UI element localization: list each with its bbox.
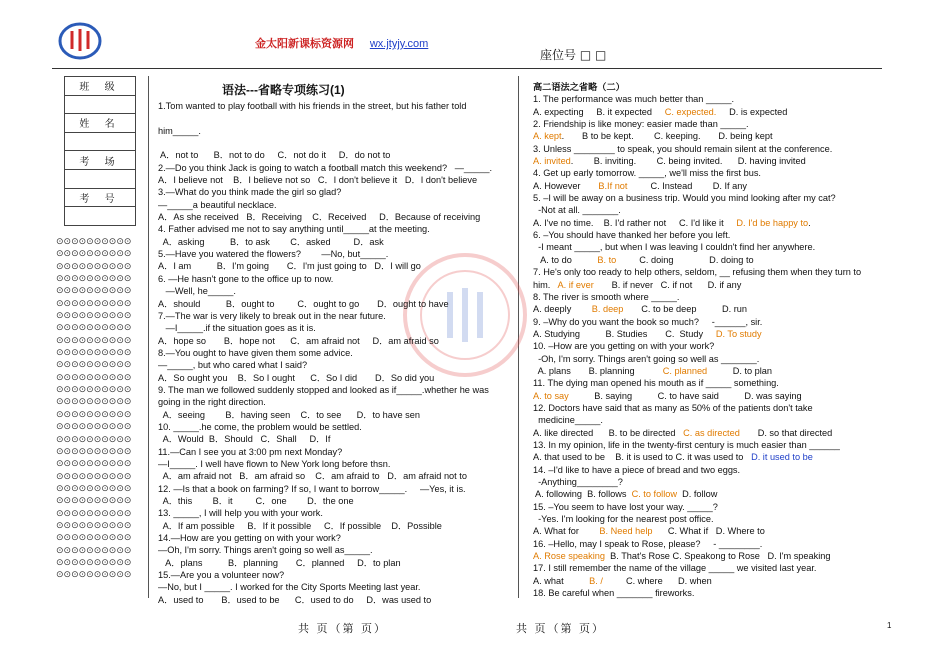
question-text: A．used to B．used to be C．used to do D．was used to xyxy=(158,594,432,605)
question-text: 7. He's only too ready to help others, seldom, __ refusing them when they turn to xyxy=(533,267,862,278)
question-text: 9. –Why do you want the book so much? -______, sir. xyxy=(533,316,763,327)
info-cell-room-value[interactable] xyxy=(65,169,136,188)
question-line xyxy=(533,143,891,155)
question-text: -Anything________? xyxy=(533,477,623,487)
answer-option-highlighted: D. I'd be happy to xyxy=(736,217,809,228)
question-line xyxy=(158,100,512,112)
question-text: 13. In my opinion, life in the twenty-first century is much easier than ______ xyxy=(533,439,840,450)
question-line xyxy=(533,439,891,451)
question-line xyxy=(533,291,891,303)
question-line xyxy=(533,402,891,414)
question-line xyxy=(533,476,891,488)
question-text: . B to be kept. C. keeping. D. being kept xyxy=(561,131,773,142)
question-text: A. what xyxy=(533,575,590,586)
question-line xyxy=(158,260,512,272)
question-line xyxy=(158,470,512,482)
question-line xyxy=(533,488,891,500)
answer-option-highlighted: A. Rose speaking xyxy=(533,551,606,562)
seal-dot-row: ⊙⊙⊙⊙⊙⊙⊙⊙⊙⊙ xyxy=(56,446,132,457)
question-line xyxy=(158,446,512,458)
question-text: C. to be deep D. run xyxy=(623,304,747,315)
question-text: going in the right direction. xyxy=(158,397,266,408)
question-text: C. where D. when xyxy=(602,575,712,586)
question-text: 11.—Can I see you at 3:00 pm next Monday? xyxy=(158,446,343,457)
seal-dot-row: ⊙⊙⊙⊙⊙⊙⊙⊙⊙⊙ xyxy=(56,261,132,272)
seal-dot-row: ⊙⊙⊙⊙⊙⊙⊙⊙⊙⊙ xyxy=(56,323,132,334)
question-line xyxy=(158,310,512,322)
answer-option-highlighted: B. / xyxy=(589,575,603,586)
question-line xyxy=(533,106,891,118)
question-text: —I_____.if the situation goes as it is. xyxy=(158,323,316,334)
info-cell-room-label: 考 场 xyxy=(65,151,136,170)
question-line xyxy=(158,186,512,198)
question-text: A．As she received B．Receiving C．Received D．Because of receiving xyxy=(158,212,481,223)
question-line xyxy=(158,532,512,544)
question-text: A．plans B．planning C．planned D．to plan xyxy=(158,557,401,568)
info-cell-class-value[interactable] xyxy=(65,95,136,114)
question-text: 4. Father advised me not to say anything until_____at the meeting. xyxy=(158,224,430,235)
seal-dot-row: ⊙⊙⊙⊙⊙⊙⊙⊙⊙⊙ xyxy=(56,335,132,346)
question-line xyxy=(533,550,891,562)
question-text: 14. –I'd like to have a piece of bread and two eggs. xyxy=(533,464,741,475)
seal-dot-row: ⊙⊙⊙⊙⊙⊙⊙⊙⊙⊙ xyxy=(56,348,132,359)
jty-logo-icon xyxy=(58,22,102,60)
question-line xyxy=(533,266,891,278)
question-line xyxy=(158,458,512,470)
question-line xyxy=(158,544,512,556)
question-text: A．not to B．not to do C．not do it D．do not to xyxy=(158,150,391,161)
question-line xyxy=(533,192,891,204)
seal-dot-row: ⊙⊙⊙⊙⊙⊙⊙⊙⊙⊙ xyxy=(56,372,132,383)
question-text: 16. –Hello, may I speak to Rose, please? - ________. xyxy=(533,538,763,549)
question-line xyxy=(533,377,891,389)
question-text: 2. Friendship is like money: easier made than _____. xyxy=(533,119,749,130)
question-line xyxy=(533,538,891,550)
question-line xyxy=(158,433,512,445)
question-line xyxy=(158,223,512,235)
question-line xyxy=(158,322,512,334)
question-line xyxy=(158,520,512,532)
question-line xyxy=(158,137,512,149)
question-line xyxy=(533,279,891,291)
question-text: -Not at all. _______. xyxy=(533,205,621,216)
question-text: D. is expected xyxy=(716,106,788,117)
question-line xyxy=(533,229,891,241)
question-text: 14.—How are you getting on with your work? xyxy=(158,533,341,544)
question-line xyxy=(533,254,891,266)
banner-title: 金太阳新课标资源网 xyxy=(255,37,354,50)
seal-dot-row: ⊙⊙⊙⊙⊙⊙⊙⊙⊙⊙ xyxy=(56,286,132,297)
question-text: 18. Be careful when _______ fireworks. xyxy=(533,588,695,599)
question-line xyxy=(533,427,891,439)
info-cell-number-value[interactable] xyxy=(65,207,136,226)
question-text: 6. —He hasn't gone to the office up to now. xyxy=(158,273,334,284)
question-line xyxy=(533,525,891,537)
seal-dot-row: ⊙⊙⊙⊙⊙⊙⊙⊙⊙⊙ xyxy=(56,434,132,445)
question-text: A. expecting B. it expected xyxy=(533,106,665,117)
answer-option-highlighted: D. it used to be xyxy=(751,452,813,463)
seal-dot-row: ⊙⊙⊙⊙⊙⊙⊙⊙⊙⊙ xyxy=(56,397,132,408)
question-text: B. if never C. if not D. if any xyxy=(593,279,742,290)
question-line xyxy=(158,507,512,519)
question-line xyxy=(158,236,512,248)
seal-dot-row: ⊙⊙⊙⊙⊙⊙⊙⊙⊙⊙ xyxy=(56,471,132,482)
question-text: 12. Doctors have said that as many as 50% of the patients don't take xyxy=(533,402,813,413)
seal-dot-row: ⊙⊙⊙⊙⊙⊙⊙⊙⊙⊙ xyxy=(56,249,132,260)
question-text: 15.—Are you a volunteer now? xyxy=(158,570,285,581)
question-text: D. follow xyxy=(677,489,718,500)
question-line xyxy=(533,155,891,167)
question-text: —I_____. I well have flown to New York long before thsn. xyxy=(158,458,391,469)
question-line xyxy=(158,396,512,408)
question-line xyxy=(533,390,891,402)
question-text: A．this B．it C．one D．the one xyxy=(158,496,354,506)
question-line xyxy=(533,93,891,105)
question-text: 8. The river is smooth where _____. xyxy=(533,291,680,302)
question-text: A. Studying B. Studies C. Study xyxy=(533,328,716,339)
question-text: 10. –How are you getting on with your work? xyxy=(533,341,715,352)
question-line xyxy=(533,167,891,179)
answer-option-highlighted: C. planned xyxy=(662,365,708,376)
left-title: 语法---省略专项练习(1) xyxy=(222,83,345,97)
question-text: medicine_____. xyxy=(533,415,603,426)
question-text: A．am afraid not B．am afraid so C．am afraid to D．am afraid not to xyxy=(158,471,467,482)
question-line xyxy=(533,587,891,599)
seal-dot-row: ⊙⊙⊙⊙⊙⊙⊙⊙⊙⊙ xyxy=(56,409,132,420)
question-line xyxy=(533,365,891,377)
seat-number-label: 座位号 □ □ xyxy=(540,48,607,62)
question-line xyxy=(158,421,512,433)
question-line xyxy=(533,217,891,229)
question-text: A．seeing B．having seen C．to see D．to have sen xyxy=(158,409,420,420)
question-line xyxy=(533,414,891,426)
answer-option-highlighted: B.If not xyxy=(598,180,628,191)
question-text: A. deeply xyxy=(533,304,592,315)
question-line xyxy=(533,241,891,253)
question-text: D. to plan xyxy=(707,365,773,376)
seal-dot-row: ⊙⊙⊙⊙⊙⊙⊙⊙⊙⊙ xyxy=(56,311,132,322)
question-line xyxy=(533,464,891,476)
question-text: —Oh, I'm sorry. Things aren't going so well as_____. xyxy=(158,545,373,556)
question-line xyxy=(158,149,512,161)
info-cell-name-label: 姓 名 xyxy=(65,114,136,133)
seal-dot-row: ⊙⊙⊙⊙⊙⊙⊙⊙⊙⊙ xyxy=(56,274,132,285)
question-text: A．Would B．Should C．Shall D．If xyxy=(158,434,331,445)
question-text: A. following B. follows xyxy=(533,489,632,500)
question-text: 5.—Have you watered the flowers? —No, but_____. xyxy=(158,249,389,260)
question-line xyxy=(533,316,891,328)
question-line xyxy=(533,130,891,142)
question-text: A．I am B．I'm going C．I'm just going to D．I will go xyxy=(158,261,421,272)
question-text: A. I've no time. B. I'd rather not C. I'd like it xyxy=(533,217,737,228)
question-line xyxy=(158,495,512,507)
question-text: A. However xyxy=(533,180,599,191)
question-line xyxy=(158,125,512,137)
question-line xyxy=(158,409,512,421)
question-line xyxy=(158,273,512,285)
question-text: 17. I still remember the name of the village _____ we visited last year. xyxy=(533,563,817,574)
question-text: C. Instead D. If any xyxy=(627,180,747,191)
question-line xyxy=(158,347,512,359)
question-text: —Well, he_____. xyxy=(158,286,236,297)
question-text: 6. –You should have thanked her before you left. xyxy=(533,230,731,241)
question-line xyxy=(158,581,512,593)
question-text: D. so that directed xyxy=(739,427,833,438)
seal-dot-row: ⊙⊙⊙⊙⊙⊙⊙⊙⊙⊙ xyxy=(56,298,132,309)
answer-option-highlighted: B. deep xyxy=(591,304,624,315)
seal-dot-row: ⊙⊙⊙⊙⊙⊙⊙⊙⊙⊙ xyxy=(56,422,132,433)
seal-dot-row: ⊙⊙⊙⊙⊙⊙⊙⊙⊙⊙ xyxy=(56,459,132,470)
question-line xyxy=(533,575,891,587)
question-text: 2.—Do you think Jack is going to watch a football match this weekend? —_____. xyxy=(158,162,492,173)
question-text: A. that used to be B. it is used to C. it was used to xyxy=(533,452,752,463)
question-line xyxy=(158,384,512,396)
answer-option-highlighted: C. expected. xyxy=(664,106,717,117)
question-line xyxy=(158,174,512,186)
question-text: A．asking B．to ask C．asked D．ask xyxy=(158,236,384,247)
question-line xyxy=(158,483,512,495)
seal-dot-row: ⊙⊙⊙⊙⊙⊙⊙⊙⊙⊙ xyxy=(56,508,132,519)
question-text: him. xyxy=(533,279,558,290)
question-text: 12. —Is that a book on farming? If so, I want to borrow_____. —Yes, it is. xyxy=(158,483,466,494)
question-line xyxy=(158,335,512,347)
question-text: 1.Tom wanted to play football with his friends in the street, but his father told xyxy=(158,101,467,111)
question-text: 13. _____, I will help you with your work. xyxy=(158,508,323,519)
question-text: A. to do xyxy=(533,254,598,265)
question-line xyxy=(158,569,512,581)
left-question-list xyxy=(158,100,512,606)
question-text: A. What for xyxy=(533,526,600,537)
seal-dot-row: ⊙⊙⊙⊙⊙⊙⊙⊙⊙⊙ xyxy=(56,545,132,556)
question-text: 11. The dying man opened his mouth as if _____ something. xyxy=(533,378,779,389)
answer-option-highlighted: A. invited xyxy=(533,156,571,167)
question-line xyxy=(533,501,891,513)
question-line xyxy=(533,451,891,463)
question-text: A. plans B. planning xyxy=(533,365,663,376)
question-line xyxy=(533,180,891,192)
page-number: 1 xyxy=(887,621,892,630)
question-text: 3.—What do you think made the girl so glad? xyxy=(158,187,342,198)
question-line xyxy=(158,359,512,371)
info-cell-class-label: 班 级 xyxy=(65,77,136,96)
question-line xyxy=(158,557,512,569)
answer-option-highlighted: C. to follow xyxy=(631,489,678,500)
question-line xyxy=(533,353,891,365)
seal-dot-row: ⊙⊙⊙⊙⊙⊙⊙⊙⊙⊙ xyxy=(56,520,132,531)
footer-page-info-right: 共 页（第 页） xyxy=(516,622,605,635)
question-line xyxy=(533,118,891,130)
question-line xyxy=(158,211,512,223)
question-text: -Yes. I'm looking for the nearest post office. xyxy=(533,514,714,525)
question-text: B. That's Rose C. Speakong to Rose D. I'm speaking xyxy=(605,551,831,562)
question-line xyxy=(533,328,891,340)
question-text: 10. _____.he come, the problem would be settled. xyxy=(158,421,362,432)
answer-option-highlighted: B. to xyxy=(597,254,617,265)
question-text: C. What if D. Where to xyxy=(652,526,765,537)
question-text: . B. inviting. C. being invited. D. having invited xyxy=(570,156,806,167)
question-text: 5. –I will be away on a business trip. Would you mind looking after my cat? xyxy=(533,193,836,204)
question-text: —No, but I _____. I worked for the City Sports Meeting last year. xyxy=(158,582,421,593)
answer-option-highlighted: B. Need help xyxy=(599,526,653,537)
question-text: A．If am possible B．If it possible C．If possible D．Possible xyxy=(158,520,442,531)
question-line xyxy=(533,513,891,525)
seal-dot-row: ⊙⊙⊙⊙⊙⊙⊙⊙⊙⊙ xyxy=(56,557,132,568)
seal-dot-row: ⊙⊙⊙⊙⊙⊙⊙⊙⊙⊙ xyxy=(56,533,132,544)
question-text: A．hope so B．hope not C．am afraid not D．am afraid so xyxy=(158,335,439,346)
seal-dot-row: ⊙⊙⊙⊙⊙⊙⊙⊙⊙⊙ xyxy=(56,496,132,507)
question-line xyxy=(158,594,512,606)
info-cell-number-label: 考 号 xyxy=(65,188,136,207)
seal-divider xyxy=(148,76,149,598)
question-text: him_____. xyxy=(158,125,201,136)
question-text: —_____a beautiful necklace. xyxy=(158,199,277,210)
seal-dot-row: ⊙⊙⊙⊙⊙⊙⊙⊙⊙⊙ xyxy=(56,385,132,396)
info-cell-name-value[interactable] xyxy=(65,132,136,151)
question-text: . xyxy=(808,217,811,228)
banner xyxy=(255,35,428,51)
question-line xyxy=(158,199,512,211)
seal-dot-row: ⊙⊙⊙⊙⊙⊙⊙⊙⊙⊙ xyxy=(56,360,132,371)
footer-page-info-left: 共 页（第 页） xyxy=(298,622,387,635)
question-text: —_____, but who cared what I said? xyxy=(158,360,308,371)
question-text: B. saying C. to have said D. was saying xyxy=(568,390,802,401)
answer-option-highlighted: A. kept xyxy=(533,131,562,142)
right-question-list xyxy=(533,81,891,599)
question-text: A．I believe not B．I believe not so C．I don't believe it D．I don't believe xyxy=(158,175,478,186)
question-text: 8.—You ought to have given them some advice. xyxy=(158,347,353,358)
seal-line xyxy=(56,236,132,582)
header-divider xyxy=(52,68,882,69)
question-text: -I meant _____, but when I was leaving I couldn't find her anywhere. xyxy=(533,242,816,253)
answer-option-highlighted: A. if ever xyxy=(557,279,594,290)
question-text: 15. –You seem to have lost your way. _____? xyxy=(533,501,718,512)
question-line xyxy=(158,298,512,310)
question-line xyxy=(533,562,891,574)
question-text: C. doing D. doing to xyxy=(616,254,754,265)
student-info-table xyxy=(64,76,136,226)
question-text: 7.—The war is very likely to break out in the near future. xyxy=(158,310,386,321)
question-line xyxy=(158,112,512,124)
seal-dot-row: ⊙⊙⊙⊙⊙⊙⊙⊙⊙⊙ xyxy=(56,237,132,247)
question-line xyxy=(533,340,891,352)
right-title: 高二语法之省略（二） xyxy=(533,82,625,92)
question-line xyxy=(158,162,512,174)
seal-dot-row: ⊙⊙⊙⊙⊙⊙⊙⊙⊙⊙ xyxy=(56,483,132,494)
question-text: 4. Get up early tomorrow. _____, we'll miss the first bus. xyxy=(533,168,761,179)
question-text: A. like directed B. to be directed xyxy=(533,427,684,438)
answer-option-highlighted: A. to say xyxy=(533,390,569,401)
banner-url[interactable]: wx.jtyjy.com xyxy=(369,38,429,50)
question-line xyxy=(158,285,512,297)
question-line xyxy=(158,248,512,260)
question-text: A．So ought you B．So I ought C．So I did D．So did you xyxy=(158,372,435,383)
question-text: 9. The man we followed suddenly stopped and looked as if_____.whether he was xyxy=(158,384,489,395)
question-text: A．should B．ought to C．ought to go D．ought to have xyxy=(158,298,449,309)
answer-option-highlighted: D. To study xyxy=(715,328,762,339)
question-line xyxy=(158,372,512,384)
question-text: 3. Unless ________ to speak, you should remain silent at the conference. xyxy=(533,143,833,154)
question-text: -Oh, I'm sorry. Things aren't going so well as _______. xyxy=(533,353,760,364)
answer-option-highlighted: C. as directed xyxy=(683,427,740,438)
seal-dot-row: ⊙⊙⊙⊙⊙⊙⊙⊙⊙⊙ xyxy=(56,570,132,581)
question-text: 1. The performance was much better than _____. xyxy=(533,94,735,105)
question-line xyxy=(533,204,891,216)
question-line xyxy=(533,303,891,315)
